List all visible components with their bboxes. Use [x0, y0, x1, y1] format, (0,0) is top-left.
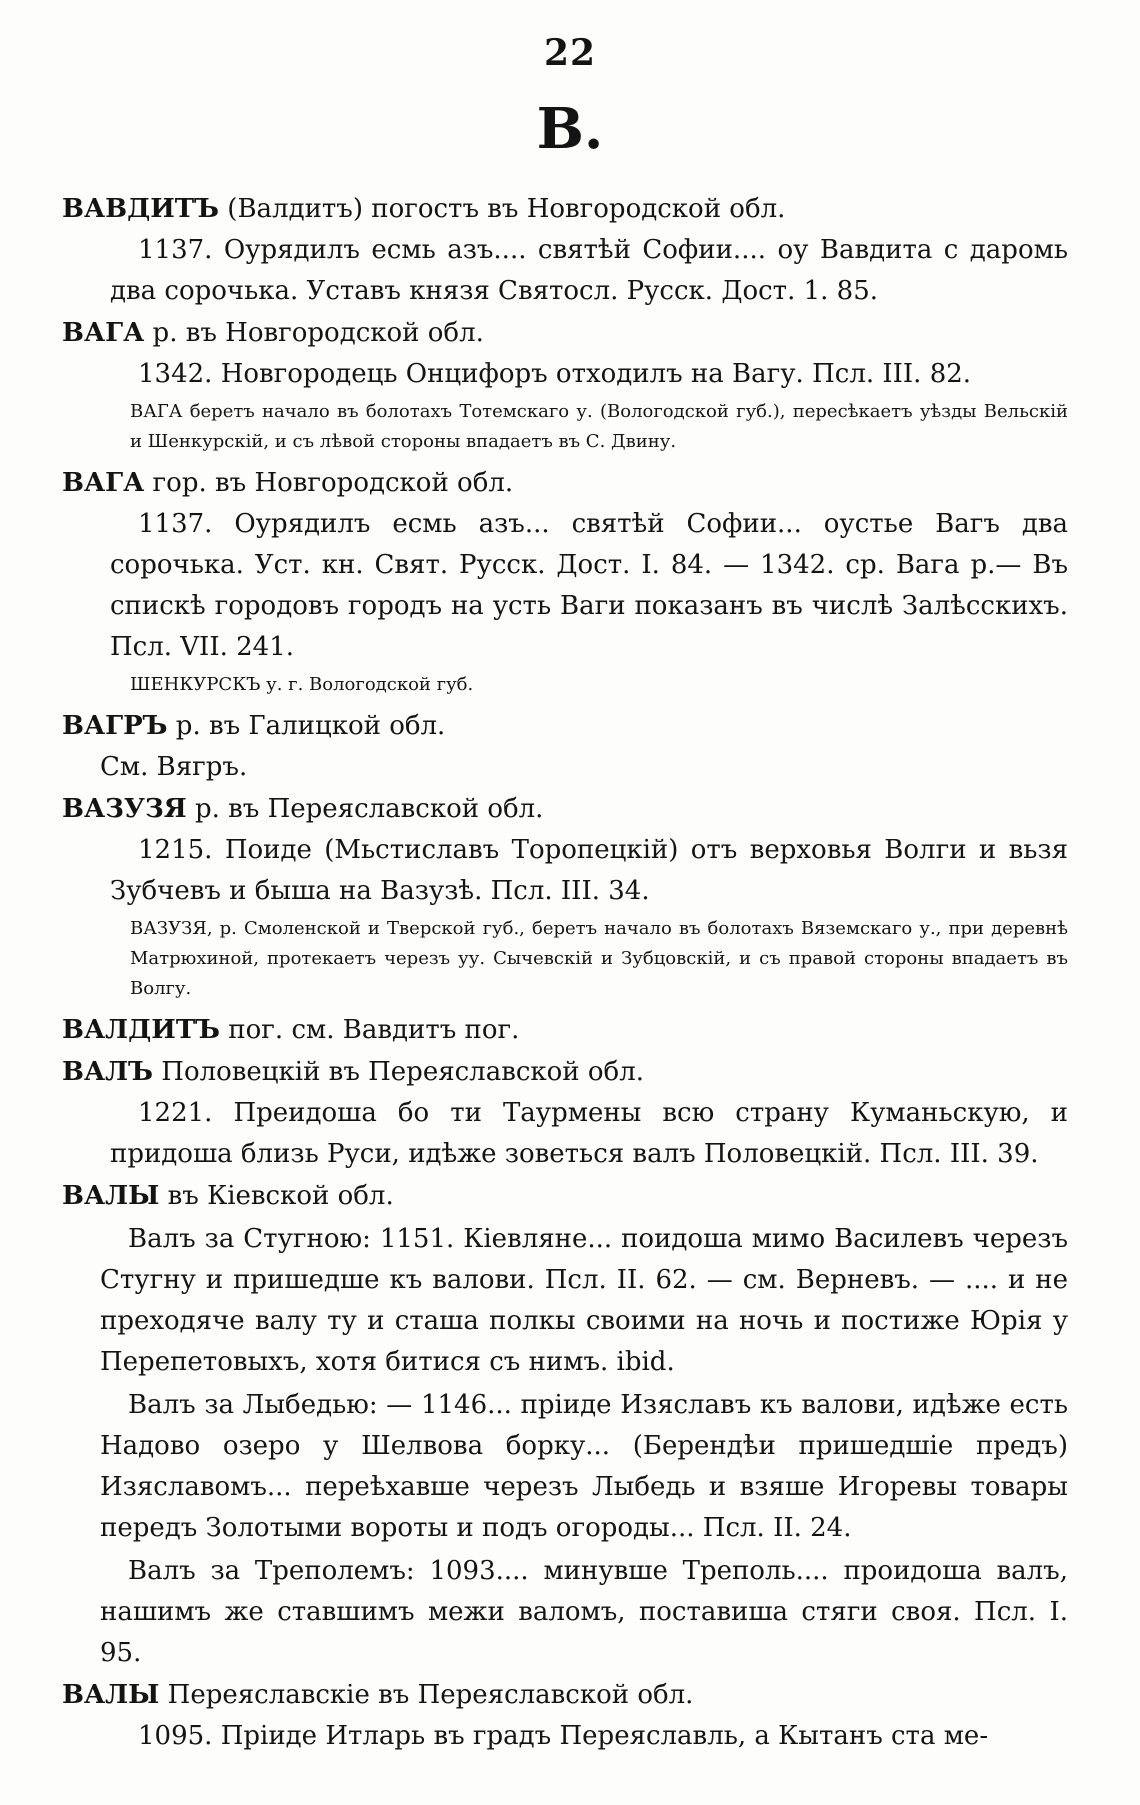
section-letter: В. [536, 96, 604, 162]
entry-heading [62, 189, 1068, 230]
headword: ВАВДИТЪ [62, 194, 220, 224]
quotation: 1137. Оурядилъ есмь азъ.... святѣй Софии.... оу Вавдита с даромь два сорочька. Уставъ князя Святосл. Русск. Дост. 1. 85. [110, 235, 1068, 306]
entry-description: р. въ Переяславской обл. [186, 794, 544, 824]
entry-heading [62, 313, 1068, 354]
entry-heading [62, 1176, 1068, 1217]
quotation: Валъ за Лыбедью: — 1146... пріиде Изяславъ къ валови, идѣже есть Надово озеро у Шелвова борку... (Берендѣи пришедшіе предъ) Изяславомъ... переѣхавше черезъ Лыбедь и взяше Игоревы товары передъ Золотыми вороты и подъ огороды... Псл. II. 24. [100, 1390, 1068, 1543]
page-number: 22 [543, 32, 597, 74]
headword: ВАЛЫ [62, 1680, 160, 1710]
entry-description: р. въ Новгородской обл. [144, 318, 484, 348]
entry-description: р. въ Галицкой обл. [167, 711, 446, 741]
headword: ВАГРЪ [62, 711, 168, 741]
entry-heading [62, 789, 1068, 830]
entry-description: (Валдитъ) погостъ въ Новгородской обл. [219, 194, 786, 224]
footnote: ВАЗУЗЯ, р. Смоленской и Тверской губ., беретъ начало въ болотахъ Вяземскаго у., при деревнѣ Матрюхиной, протекаетъ черезъ уу. Сычевскій и Зубцовскій, и съ правой стороны впадаетъ въ Волгу. [130, 918, 1068, 999]
entry-heading [62, 706, 1068, 747]
entry-description: гор. въ Новгородской обл. [144, 468, 514, 498]
quotation: Валъ за Треполемъ: 1093.... минувше Треполь.... проидоша валъ, нашимъ же ставшимъ межи валомъ, поставиша стяги своя. Псл. I. 95. [100, 1556, 1068, 1668]
dictionary-body [62, 188, 1068, 1757]
quotation: 1342. Новгородець Онцифоръ отходилъ на Вагу. Псл. III. 82. [138, 359, 972, 389]
quotation: Валъ за Стугною: 1151. Кіевляне... поидоша мимо Василевъ черезъ Стугну и пришедше къ валови. Псл. II. 62. — см. Верневъ. — .... и не преходяче валу ту и сташа полкы своими на ночь и постиже Юрія у Перепетовыхъ, хотя битися съ нимъ. ibid. [100, 1224, 1068, 1377]
headword: ВАЛЪ [62, 1057, 154, 1087]
quotation: 1215. Поиде (Мьстиславъ Торопецкій) отъ верховья Волги и вьзя Зубчевъ и быша на Вазузѣ. Псл. III. 34. [110, 835, 1068, 906]
headword: ВАЛЫ [62, 1181, 160, 1211]
headword: ВАЗУЗЯ [62, 794, 187, 824]
footnote: ШЕНКУРСКЪ у. г. Вологодской губ. [130, 674, 474, 695]
quotation: 1137. Оурядилъ есмь азъ... святѣй Софии... оустье Вагъ два сорочька. Уст. кн. Свят. Русск. Дост. I. 84. — 1342. ср. Вага р.— Въ спискѣ городовъ городъ на усть Ваги показанъ въ числѣ Залѣсскихъ. Псл. VII. 241. [110, 509, 1068, 662]
entry-description: Переяславскіе въ Переяславской обл. [159, 1680, 694, 1710]
entry-heading [62, 1675, 1068, 1716]
entry-heading [62, 1052, 1068, 1093]
footnote: ВАГА беретъ начало въ болотахъ Тотемскаго у. (Вологодской губ.), пересѣкаетъ уѣзды Вельскій и Шенкурскій, и съ лѣвой стороны впадаетъ въ С. Двину. [130, 401, 1068, 452]
headword: ВАЛДИТЪ [62, 1015, 221, 1045]
entry-heading [62, 463, 1068, 504]
entry-description: пог. см. Вавдитъ пог. [220, 1015, 520, 1045]
headword: ВАГА [62, 468, 145, 498]
cross-reference: См. Вягръ. [100, 752, 248, 782]
headword: ВАГА [62, 318, 145, 348]
entry-description: въ Кіевской обл. [159, 1181, 394, 1211]
entry-description: Половецкій въ Переяславской обл. [153, 1057, 644, 1087]
entry-heading [62, 1010, 1068, 1051]
quotation: 1221. Преидоша бо ти Таурмены всю страну Куманьскую, и придоша близь Руси, идѣже зоветься валъ Половецкій. Псл. III. 39. [110, 1098, 1068, 1169]
quotation: 1095. Пріиде Итларь въ градъ Переяславль, а Кытанъ ста ме- [138, 1721, 989, 1751]
